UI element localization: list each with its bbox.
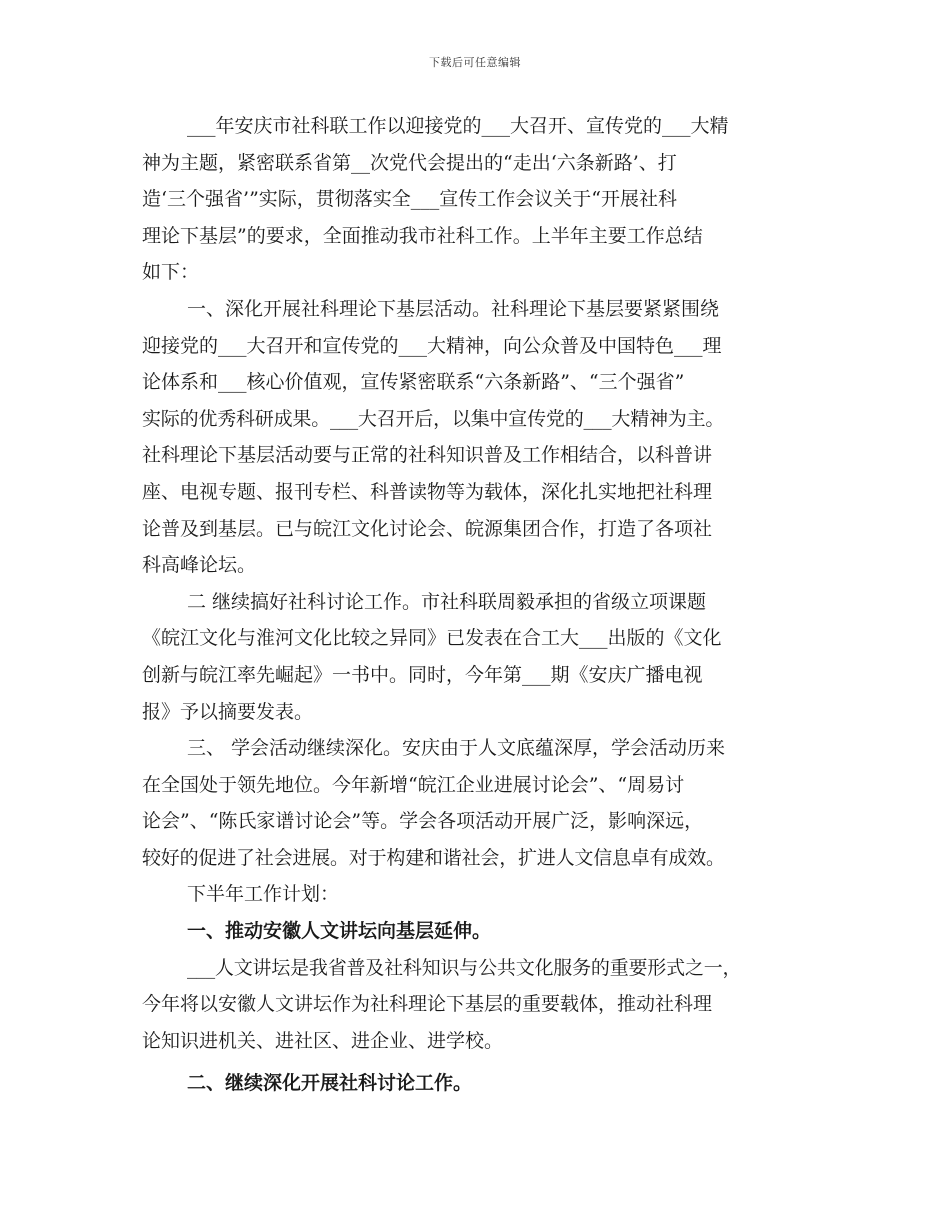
paragraph-line: 二 继续搞好社科讨论工作。市社科联周毅承担的省级立项课题 (187, 590, 707, 613)
paragraph-line: 造‘三个强省’”实际，贯彻落实全___宣传工作会议关于“开展社科 (142, 188, 678, 211)
paragraph-line: 较好的促进了社会进展。对于构建和谐社会，扩进人文信息卓有成效。 (142, 846, 725, 869)
paragraph-line: 今年将以安徽人文讲坛作为社科理论下基层的重要载体，推动社科理 (142, 993, 713, 1016)
paragraph-line: 实际的优秀科研成果。___大召开后，以集中宣传党的___大精神为主。 (142, 407, 725, 430)
paragraph-line: 迎接党的___大召开和宣传党的___大精神，向公众普及中国特色___理 (142, 334, 722, 357)
section-heading: 二、继续深化开展社科讨论工作。 (187, 1072, 473, 1095)
paragraph-line: 三、 学会活动继续深化。安庆由于人文底蕴深厚，学会活动历来 (187, 737, 726, 760)
paragraph-line: 如下： (142, 261, 200, 284)
paragraph-line: 理论下基层”的要求，全面推动我市社科工作。上半年主要工作总结 (142, 224, 703, 247)
paragraph-line: 科高峰论坛。 (142, 554, 257, 577)
section-heading: 一、推动安徽人文讲坛向基层延伸。 (187, 920, 492, 943)
document-body (142, 108, 832, 1102)
paragraph-line: 论知识进机关、进社区、进企业、进学校。 (142, 1029, 504, 1052)
paragraph-line: 创新与皖江率先崛起》一书中。同时，今年第___期《安庆广播电视 (142, 663, 703, 686)
paragraph-line: ___人文讲坛是我省普及社科知识与公共文化服务的重要形式之一， (187, 956, 742, 979)
paragraph-line: 论体系和___核心价值观，宣传紧密联系“六条新路”、“三个强省” (142, 371, 685, 394)
page-header-caption: 下载后可任意编辑 (429, 56, 521, 69)
section-heading: 下半年工作计划： (187, 883, 340, 906)
paragraph-line: 在全国处于领先地位。今年新增“皖江企业进展讨论会”、“周易讨 (142, 773, 685, 796)
paragraph-line: 论普及到基层。已与皖江文化讨论会、皖源集团合作，打造了各项社 (142, 517, 713, 540)
paragraph-line: 报》予以摘要发表。 (142, 700, 314, 723)
paragraph-line: 论会”、“陈氏家谱讨论会”等。学会各项活动开展广泛，影响深远， (142, 810, 704, 833)
paragraph-line: 一、深化开展社科理论下基层活动。社科理论下基层要紧紧围绕 (187, 297, 720, 320)
paragraph-line: 座、电视专题、报刊专栏、科普读物等为载体，深化扎实地把社科理 (142, 480, 713, 503)
paragraph-line: 《皖江文化与淮河文化比较之异同》已发表在合工大___出版的《文化 (142, 627, 722, 650)
paragraph-line: 社科理论下基层活动要与正常的社科知识普及工作相结合，以科普讲 (142, 444, 713, 467)
paragraph-line: 神为主题，紧密联系省第__次党代会提出的“走出‘六条新路’、打 (142, 151, 677, 174)
paragraph-line: ___年安庆市社科联工作以迎接党的___大召开、宣传党的___大精 (187, 115, 729, 137)
